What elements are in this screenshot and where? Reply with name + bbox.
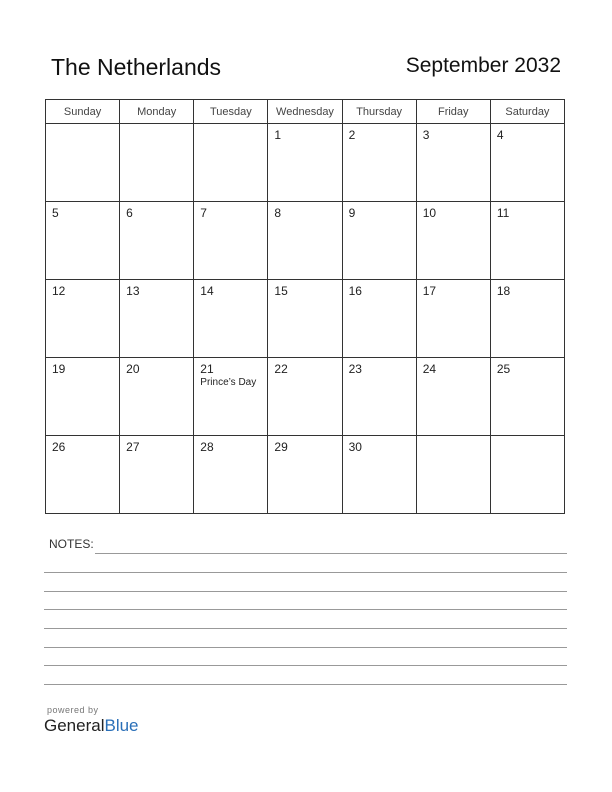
calendar-day-cell bbox=[342, 358, 416, 436]
brand-tagline: powered by bbox=[47, 705, 99, 715]
day-number: 9 bbox=[348, 206, 356, 220]
weekday-thursday: Thursday bbox=[342, 100, 416, 124]
day-number: 4 bbox=[496, 128, 504, 142]
calendar-week-row bbox=[46, 124, 565, 202]
calendar-day-cell bbox=[194, 358, 268, 436]
calendar-week-row bbox=[46, 202, 565, 280]
calendar-day-cell bbox=[194, 202, 268, 280]
day-number: 7 bbox=[200, 206, 207, 220]
weekday-header-row bbox=[46, 100, 565, 124]
calendar-day-cell bbox=[120, 358, 194, 436]
notes-line bbox=[44, 647, 567, 648]
weekday-monday: Monday bbox=[120, 100, 194, 124]
day-number: 25 bbox=[496, 362, 511, 376]
calendar-day-cell bbox=[194, 436, 268, 514]
calendar-day-cell bbox=[490, 436, 564, 514]
day-number: 1 bbox=[274, 128, 282, 142]
notes-line bbox=[44, 591, 567, 592]
day-number: 12 bbox=[52, 284, 66, 298]
weekday-sunday: Sunday bbox=[46, 100, 120, 124]
day-number: 13 bbox=[126, 284, 140, 298]
calendar-day-cell bbox=[416, 280, 490, 358]
notes-label: NOTES: bbox=[49, 537, 94, 551]
calendar-day-cell bbox=[46, 436, 120, 514]
day-number: 2 bbox=[348, 128, 356, 142]
calendar-day-cell bbox=[268, 280, 342, 358]
day-number: 18 bbox=[496, 284, 511, 298]
brand-name-part2: Blue bbox=[104, 716, 139, 735]
day-number: 30 bbox=[348, 440, 362, 454]
day-number: 29 bbox=[274, 440, 288, 454]
calendar-week-row bbox=[46, 280, 565, 358]
calendar-day-cell bbox=[194, 280, 268, 358]
weekday-saturday: Saturday bbox=[490, 100, 564, 124]
calendar-day-cell bbox=[268, 436, 342, 514]
notes-line bbox=[44, 628, 567, 629]
day-number: 14 bbox=[200, 284, 214, 298]
day-number: 3 bbox=[422, 128, 430, 142]
calendar-day-cell bbox=[490, 358, 564, 436]
calendar-day-cell bbox=[268, 124, 342, 202]
calendar-day-cell bbox=[46, 280, 120, 358]
calendar-day-cell bbox=[268, 202, 342, 280]
weekday-wednesday: Wednesday bbox=[268, 100, 342, 124]
month-year-title: September 2032 bbox=[405, 54, 561, 77]
notes-line bbox=[44, 665, 567, 666]
calendar-day-cell bbox=[46, 358, 120, 436]
calendar-day-cell bbox=[46, 202, 120, 280]
notes-line bbox=[44, 609, 567, 610]
day-number: 24 bbox=[422, 362, 437, 376]
calendar-day-cell bbox=[268, 358, 342, 436]
calendar-day-cell bbox=[416, 436, 490, 514]
day-number: 19 bbox=[52, 362, 66, 376]
calendar-grid bbox=[45, 99, 565, 514]
brand-name-part1: General bbox=[44, 716, 105, 735]
day-number: 21 bbox=[200, 362, 214, 376]
calendar-day-cell bbox=[416, 124, 490, 202]
day-number: 27 bbox=[126, 440, 140, 454]
notes-line bbox=[44, 684, 567, 685]
day-number: 15 bbox=[274, 284, 288, 298]
weekday-tuesday: Tuesday bbox=[194, 100, 268, 124]
calendar-day-cell bbox=[120, 202, 194, 280]
day-number: 11 bbox=[496, 206, 510, 220]
calendar-day-cell bbox=[342, 436, 416, 514]
calendar-day-cell bbox=[46, 124, 120, 202]
calendar-day-cell bbox=[416, 202, 490, 280]
holiday-label: Prince’s Day bbox=[200, 377, 257, 388]
calendar-day-cell bbox=[342, 124, 416, 202]
calendar-day-cell bbox=[194, 124, 268, 202]
calendar-day-cell bbox=[120, 436, 194, 514]
notes-line bbox=[44, 572, 567, 573]
day-number: 8 bbox=[274, 206, 282, 220]
day-number: 10 bbox=[422, 206, 437, 220]
calendar-day-cell bbox=[490, 280, 564, 358]
calendar-day-cell bbox=[342, 280, 416, 358]
notes-line bbox=[95, 553, 567, 554]
day-number: 23 bbox=[348, 362, 362, 376]
calendar-week-row bbox=[46, 358, 565, 436]
day-number: 6 bbox=[126, 206, 133, 220]
calendar-day-cell bbox=[120, 124, 194, 202]
calendar-day-cell bbox=[416, 358, 490, 436]
calendar-day-cell bbox=[490, 202, 564, 280]
country-title: The Netherlands bbox=[51, 54, 222, 80]
calendar-week-row bbox=[46, 436, 565, 514]
weekday-friday: Friday bbox=[416, 100, 490, 124]
brand-logo bbox=[44, 716, 139, 736]
day-number: 28 bbox=[200, 440, 214, 454]
day-number: 5 bbox=[52, 206, 59, 220]
calendar-day-cell bbox=[120, 280, 194, 358]
day-number: 22 bbox=[274, 362, 288, 376]
day-number: 17 bbox=[422, 284, 437, 298]
day-number: 26 bbox=[52, 440, 66, 454]
day-number: 20 bbox=[126, 362, 140, 376]
day-number: 16 bbox=[348, 284, 362, 298]
calendar-day-cell bbox=[342, 202, 416, 280]
calendar-day-cell bbox=[490, 124, 564, 202]
